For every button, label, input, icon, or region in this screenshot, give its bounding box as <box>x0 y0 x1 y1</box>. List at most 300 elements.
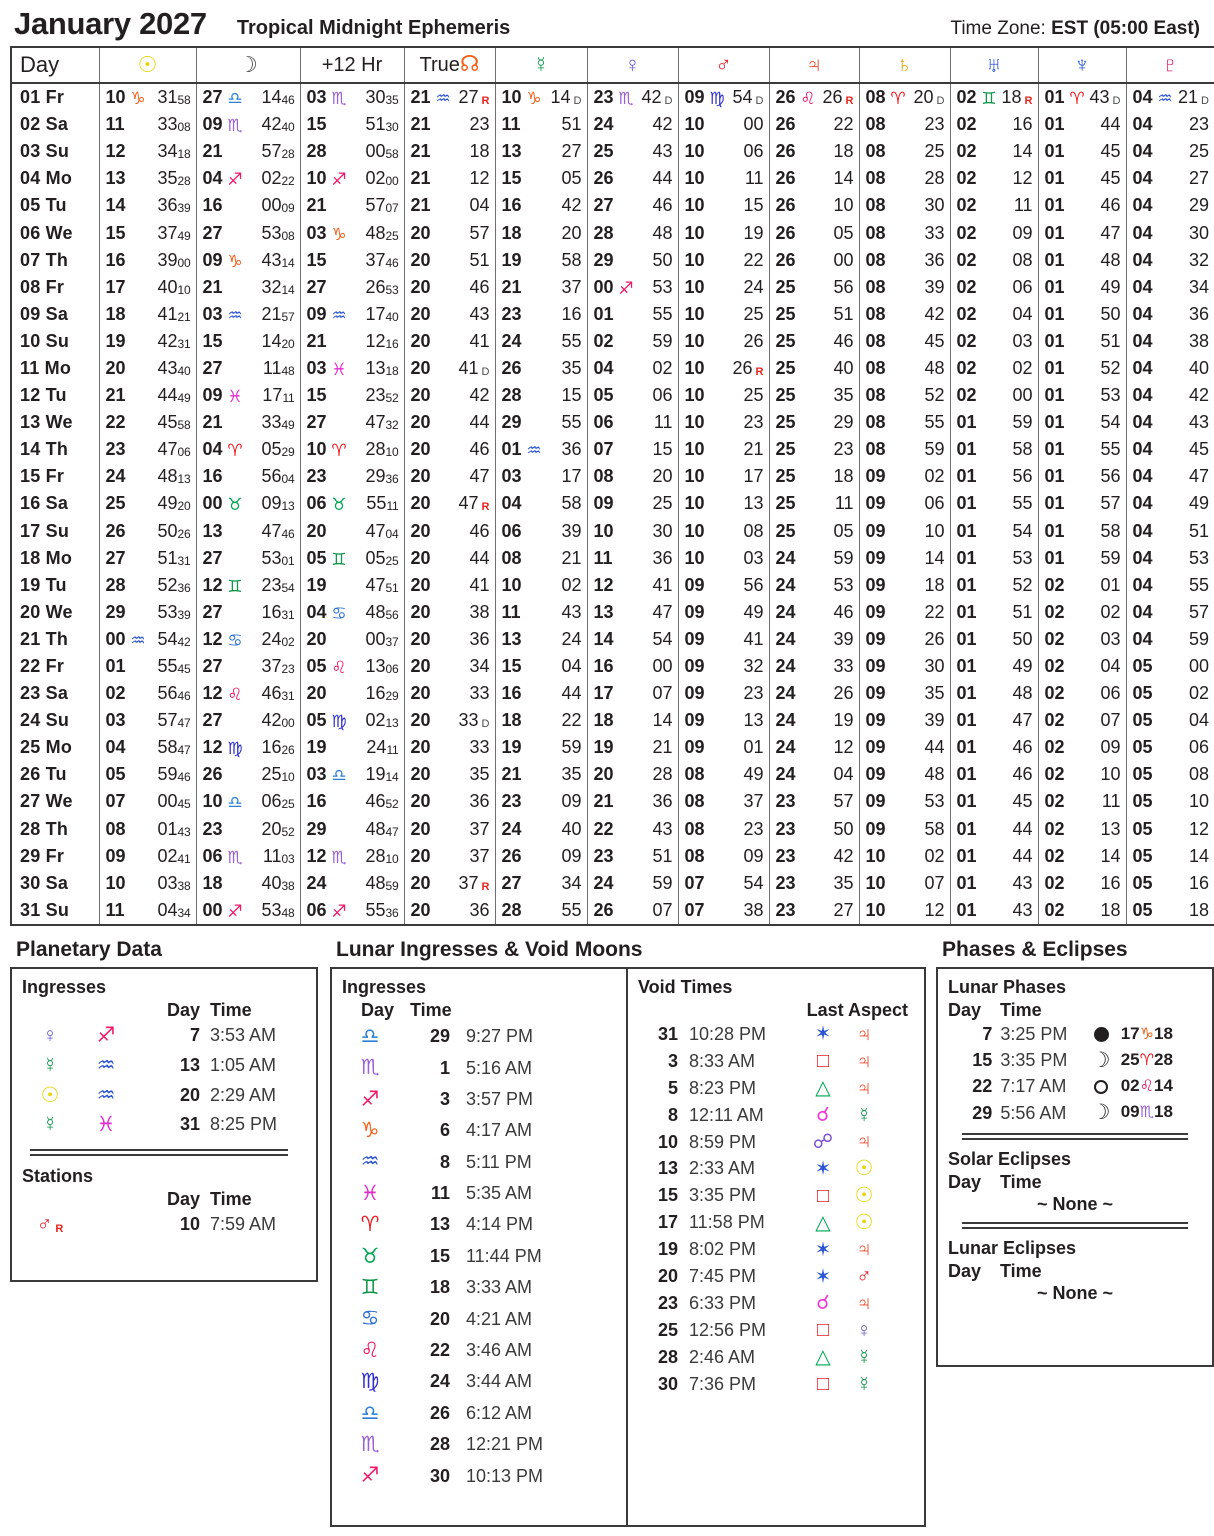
position-cell: 15 5130 <box>300 111 404 138</box>
position-cell: 08 23 <box>678 816 769 843</box>
position-cell: 25 29 <box>769 409 859 436</box>
day-cell: 08 Fr <box>11 274 99 301</box>
li-time-header: Time <box>410 999 452 1020</box>
position-cell: 01 46 <box>950 761 1038 788</box>
void-time: 7:45 PM <box>689 1266 757 1287</box>
ingress-day: 24 <box>429 1371 450 1392</box>
position-cell: 22 43 <box>587 816 678 843</box>
position-cell: 19 21 <box>587 734 678 761</box>
position-cell: 10 17 <box>678 463 769 490</box>
ingress-time: 4:14 PM <box>466 1214 534 1235</box>
position-cell: 09 ♒ 1740 <box>300 301 404 328</box>
position-cell: 01 45 <box>1038 138 1126 165</box>
position-cell: 01 56 <box>950 463 1038 490</box>
void-time-row <box>638 1021 914 1048</box>
phase-day: 15 <box>972 1050 993 1071</box>
position-cell: 26 00 <box>769 247 859 274</box>
ingress-time: 3:44 AM <box>466 1371 533 1392</box>
sign-icon: ♐ <box>360 1087 380 1111</box>
le-day-header: Day <box>948 1260 982 1281</box>
position-cell: 24 33 <box>769 653 859 680</box>
table-row <box>11 816 1214 843</box>
day-cell: 23 Sa <box>11 680 99 707</box>
lunar-ingress-row <box>342 1209 626 1240</box>
position-cell: 10 22 <box>678 247 769 274</box>
void-day: 13 <box>657 1158 678 1179</box>
sign-icon: ♎ <box>360 1401 380 1425</box>
position-cell: 12 ♊ 2354 <box>196 572 300 599</box>
position-cell: 21 35 <box>495 761 587 788</box>
position-cell: 09 25 <box>587 490 678 517</box>
position-cell: 04 40 <box>1126 355 1214 382</box>
lunar-eclipses-title: Lunar Eclipses <box>948 1237 1077 1258</box>
aspect-icon: △ <box>815 1346 831 1369</box>
void-time: 12:11 AM <box>689 1104 764 1125</box>
position-cell: 04 25 <box>1126 138 1214 165</box>
table-row <box>11 653 1214 680</box>
position-cell: 10 02 <box>495 572 587 599</box>
planetary-data-panel <box>10 967 318 1282</box>
position-cell: 15 1420 <box>196 328 300 355</box>
ephemeris-table <box>10 46 1214 926</box>
position-cell: 01 54 <box>1038 409 1126 436</box>
position-cell: 01 44 <box>1038 111 1126 138</box>
node-icon: ☊ <box>459 51 480 76</box>
position-cell: 02 04 <box>1038 653 1126 680</box>
position-cell: 13 24 <box>495 626 587 653</box>
position-cell: 10 ♑ 14 D <box>495 83 587 111</box>
position-cell: 24 04 <box>769 761 859 788</box>
position-cell: 28 48 <box>587 219 678 246</box>
position-cell: 05 04 <box>1126 707 1214 734</box>
void-time-row <box>638 1129 914 1156</box>
position-cell: 02 06 <box>1038 680 1126 707</box>
position-cell: 15 04 <box>495 653 587 680</box>
position-cell: 01 55 <box>587 301 678 328</box>
planet-icon: ♃ <box>856 1291 872 1315</box>
position-cell: 27 4732 <box>300 409 404 436</box>
position-cell: 28 55 <box>495 897 587 925</box>
aspect-icon: ✶ <box>814 1265 832 1288</box>
day-cell: 16 Sa <box>11 490 99 517</box>
position-cell: 12 ♍ 1626 <box>196 734 300 761</box>
position-cell: 18 14 <box>587 707 678 734</box>
position-cell: 25 4920 <box>99 490 196 517</box>
lunar-ingress-row <box>342 1146 626 1177</box>
position-cell: 04 38 <box>1126 328 1214 355</box>
day-cell: 26 Tu <box>11 761 99 788</box>
position-cell: 03 ♏ 3035 <box>300 83 404 111</box>
station-day: 10 <box>179 1214 200 1235</box>
lunar-phases-title: Lunar Phases <box>948 976 1067 997</box>
sign-icon: ♏ <box>360 1056 380 1080</box>
ingress-day: 13 <box>179 1054 200 1075</box>
position-cell: 20 51 <box>404 247 495 274</box>
table-header-row <box>11 47 1214 83</box>
position-cell: 21 3349 <box>196 409 300 436</box>
position-cell: 10 00 <box>678 111 769 138</box>
position-cell: 07 15 <box>587 436 678 463</box>
void-day: 8 <box>667 1104 678 1125</box>
position-cell: 01 46 <box>1038 192 1126 219</box>
day-cell: 25 Mo <box>11 734 99 761</box>
planet-ingress-row <box>22 1081 306 1111</box>
position-cell: 24 46 <box>769 599 859 626</box>
position-cell: 06 39 <box>495 518 587 545</box>
page-subtitle: Tropical Midnight Ephemeris <box>236 17 511 39</box>
position-cell: 27 5131 <box>99 545 196 572</box>
venus-icon: ♀ <box>624 51 641 77</box>
position-cell: 20 38 <box>404 599 495 626</box>
col-header-neptune <box>1038 47 1126 83</box>
position-cell: 02 06 <box>950 274 1038 301</box>
position-cell: 02 13 <box>1038 816 1126 843</box>
planet-icon: ☿ <box>856 1103 872 1127</box>
position-cell: 08 25 <box>859 138 950 165</box>
pd-ing-day-header: Day <box>166 999 200 1020</box>
day-cell: 04 Mo <box>11 165 99 192</box>
position-cell: 20 0037 <box>300 626 404 653</box>
lunar-eclipses-header <box>948 1261 1202 1282</box>
position-cell: 02 10 <box>1038 761 1126 788</box>
position-cell: 16 42 <box>495 192 587 219</box>
lunar-eclipses-none: ~ None ~ <box>1036 1282 1114 1303</box>
position-cell: 21 3214 <box>196 274 300 301</box>
planet-icon: ☉ <box>40 1083 60 1107</box>
position-cell: 10 ♎ 0625 <box>196 788 300 815</box>
position-cell: 27 1148 <box>196 355 300 382</box>
position-cell: 20 46 <box>404 518 495 545</box>
position-cell: 26 ♌ 26 R <box>769 83 859 111</box>
timezone-label: Time Zone: <box>950 18 1046 39</box>
position-cell: 24 4813 <box>99 463 196 490</box>
void-time-row <box>638 1048 914 1075</box>
position-cell: 29 4847 <box>300 816 404 843</box>
phase-time: 3:25 PM <box>1000 1023 1068 1044</box>
position-cell: 08 0143 <box>99 816 196 843</box>
timezone-value: EST <box>1051 18 1089 39</box>
last-aspect-header: Last Aspect <box>806 999 908 1020</box>
position-cell: 05 10 <box>1126 788 1214 815</box>
phases-divider-2 <box>962 1222 1188 1229</box>
void-day: 17 <box>657 1212 678 1233</box>
position-cell: 04 23 <box>1126 111 1214 138</box>
ingress-time: 3:46 AM <box>466 1340 533 1361</box>
planet-station-row <box>22 1210 306 1240</box>
position-cell: 16 5604 <box>196 463 300 490</box>
day-cell: 18 Mo <box>11 545 99 572</box>
position-cell: 20 36 <box>404 897 495 925</box>
position-cell: 20 44 <box>404 545 495 572</box>
position-cell: 27 2653 <box>300 274 404 301</box>
ephemeris-body <box>11 83 1214 925</box>
position-cell: 09 14 <box>859 545 950 572</box>
col-header-sun <box>99 47 196 83</box>
position-cell: 17 4010 <box>99 274 196 301</box>
position-cell: 09 44 <box>859 734 950 761</box>
planet-icon: ☿ <box>42 1053 58 1077</box>
position-cell: 06 ♉ 5511 <box>300 490 404 517</box>
lunar-ingress-row <box>342 1178 626 1209</box>
position-cell: 01 53 <box>950 545 1038 572</box>
position-cell: 24 59 <box>587 870 678 897</box>
position-cell: 02 5646 <box>99 680 196 707</box>
lunar-ingresses-title: Ingresses <box>342 976 427 997</box>
sun-icon: ☉ <box>137 51 158 77</box>
bottom-sections <box>10 938 1204 1527</box>
void-time-row <box>638 1102 914 1129</box>
position-cell: 25 18 <box>769 463 859 490</box>
mars-icon: ♂ <box>715 51 732 77</box>
position-cell: 01 45 <box>1038 165 1126 192</box>
position-cell: 08 59 <box>859 436 950 463</box>
position-cell: 09 41 <box>678 626 769 653</box>
lunar-section <box>330 938 926 1527</box>
sign-icon: ♑ <box>360 1119 380 1143</box>
table-row <box>11 274 1214 301</box>
sign-icon: ♌ <box>1139 1078 1154 1096</box>
lunar-phase-row <box>948 1021 1202 1047</box>
planet-icon: ♂ <box>856 1265 872 1289</box>
position-cell: 10 06 <box>678 138 769 165</box>
position-cell: 12 41 <box>587 572 678 599</box>
day-cell: 01 Fr <box>11 83 99 111</box>
position-cell: 18 4121 <box>99 301 196 328</box>
table-row <box>11 111 1214 138</box>
void-day: 28 <box>657 1346 678 1367</box>
position-cell: 26 18 <box>769 138 859 165</box>
planet-ingress-row <box>22 1021 306 1051</box>
position-cell: 24 4859 <box>300 870 404 897</box>
phases-panel <box>936 967 1214 1367</box>
position-cell: 16 44 <box>495 680 587 707</box>
table-row <box>11 463 1214 490</box>
void-day: 5 <box>667 1077 678 1098</box>
lunar-phase-row <box>948 1100 1202 1126</box>
position-cell: 01 43 <box>950 897 1038 925</box>
position-cell: 08 48 <box>859 355 950 382</box>
position-cell: 02 16 <box>950 111 1038 138</box>
table-row <box>11 843 1214 870</box>
lunar-ingress-row <box>342 1241 626 1272</box>
sign-icon: ♑ <box>1139 1025 1154 1043</box>
moon-phase-icon <box>1085 1025 1116 1044</box>
table-row <box>11 761 1214 788</box>
position-cell: 04 29 <box>1126 192 1214 219</box>
position-cell: 02 59 <box>587 328 678 355</box>
lunar-phases-header <box>948 1000 1202 1021</box>
phases-divider-1 <box>962 1133 1188 1140</box>
position-cell: 05 02 <box>1126 680 1214 707</box>
position-cell: 20 36 <box>404 626 495 653</box>
ingress-time: 10:13 PM <box>466 1465 544 1486</box>
phase-position: 17♑18 <box>1120 1023 1173 1043</box>
position-cell: 26 05 <box>769 219 859 246</box>
position-cell: 04 02 <box>587 355 678 382</box>
position-cell: 20 41 <box>404 328 495 355</box>
sign-icon: ♒ <box>96 1083 116 1107</box>
ingress-day: 11 <box>430 1183 450 1204</box>
day-cell: 29 Fr <box>11 843 99 870</box>
position-cell: 20 43 <box>404 301 495 328</box>
position-cell: 20 44 <box>404 409 495 436</box>
aspect-icon: △ <box>815 1077 831 1100</box>
position-cell: 01 52 <box>950 572 1038 599</box>
planet-icon: ☿ <box>42 1113 58 1137</box>
sign-icon: ♐ <box>96 1023 116 1047</box>
position-cell: 20 37 R <box>404 870 495 897</box>
position-cell: 11 3308 <box>99 111 196 138</box>
ingress-time: 12:21 PM <box>466 1434 544 1455</box>
position-cell: 13 3528 <box>99 165 196 192</box>
position-cell: 02 14 <box>950 138 1038 165</box>
day-cell: 20 We <box>11 599 99 626</box>
table-row <box>11 680 1214 707</box>
planet-icon: ♃ <box>856 1049 872 1073</box>
position-cell: 08 39 <box>859 274 950 301</box>
neptune-icon: ♆ <box>1073 51 1091 77</box>
phase-position: 02♌14 <box>1120 1076 1173 1096</box>
position-cell: 20 33 <box>404 680 495 707</box>
lunar-phase-row <box>948 1047 1202 1073</box>
phase-day: 7 <box>982 1023 993 1044</box>
position-cell: 02 12 <box>950 165 1038 192</box>
phase-day: 29 <box>972 1102 993 1123</box>
position-cell: 01 59 <box>950 409 1038 436</box>
void-time: 10:28 PM <box>689 1023 767 1044</box>
position-cell: 04 36 <box>1126 301 1214 328</box>
position-cell: 04 34 <box>1126 274 1214 301</box>
position-cell: 09 02 <box>859 463 950 490</box>
se-day-header: Day <box>948 1171 982 1192</box>
ingress-day: 20 <box>179 1084 200 1105</box>
ingress-day: 13 <box>429 1214 450 1235</box>
void-day: 19 <box>657 1239 678 1260</box>
lunar-ingress-row <box>342 1366 626 1397</box>
position-cell: 23 ♏ 42 D <box>587 83 678 111</box>
position-cell: 05 14 <box>1126 843 1214 870</box>
position-cell: 09 ♍ 54 D <box>678 83 769 111</box>
position-cell: 01 43 <box>950 870 1038 897</box>
position-cell: 09 35 <box>859 680 950 707</box>
position-cell: 09 30 <box>859 653 950 680</box>
position-cell: 09 56 <box>678 572 769 599</box>
phase-position: 09♏18 <box>1120 1102 1173 1122</box>
aspect-icon: ✶ <box>814 1157 832 1180</box>
position-cell: 05 00 <box>1126 653 1214 680</box>
position-cell: 20 4704 <box>300 518 404 545</box>
phase-time: 7:17 AM <box>1000 1076 1067 1097</box>
planet-icon: ♂ R <box>36 1213 64 1237</box>
position-cell: 04 53 <box>1126 545 1214 572</box>
position-cell: 03 17 <box>495 463 587 490</box>
position-cell: 08 28 <box>859 165 950 192</box>
position-cell: 01 48 <box>950 680 1038 707</box>
ingress-time: 11:44 PM <box>466 1245 542 1266</box>
position-cell: 27 5301 <box>196 545 300 572</box>
position-cell: 15 3746 <box>300 247 404 274</box>
position-cell: 01 44 <box>950 816 1038 843</box>
position-cell: 01 45 <box>950 788 1038 815</box>
position-cell: 11 0434 <box>99 897 196 925</box>
sign-icon: ♏ <box>1139 1104 1154 1122</box>
timezone-info <box>950 18 1200 40</box>
position-cell: 02 03 <box>1038 626 1126 653</box>
void-time: 8:33 AM <box>689 1050 756 1071</box>
position-cell: 10 02 <box>859 843 950 870</box>
lunar-ingress-row <box>342 1021 626 1052</box>
position-cell: 09 22 <box>859 599 950 626</box>
position-cell: 01 5545 <box>99 653 196 680</box>
position-cell: 23 42 <box>769 843 859 870</box>
table-row <box>11 138 1214 165</box>
position-cell: 20 41 D <box>404 355 495 382</box>
ingress-time: 5:16 AM <box>466 1057 533 1078</box>
pd-stations-header <box>22 1189 306 1210</box>
position-cell: 13 47 <box>587 599 678 626</box>
position-cell: 06 11 <box>587 409 678 436</box>
lunar-section-title: Lunar Ingresses & Void Moons <box>336 937 643 961</box>
position-cell: 08 ♈ 20 D <box>859 83 950 111</box>
position-cell: 19 2411 <box>300 734 404 761</box>
position-cell: 09 49 <box>678 599 769 626</box>
table-row <box>11 734 1214 761</box>
pluto-icon: ♇ <box>1162 51 1179 77</box>
position-cell: 09 26 <box>859 626 950 653</box>
position-cell: 23 35 <box>769 870 859 897</box>
ingress-time: 8:25 PM <box>210 1114 278 1135</box>
position-cell: 01 55 <box>950 490 1038 517</box>
phases-section-title: Phases & Eclipses <box>942 937 1128 961</box>
position-cell: 20 35 <box>404 761 495 788</box>
ingress-time: 6:12 AM <box>466 1402 533 1423</box>
day-cell: 15 Fr <box>11 463 99 490</box>
position-cell: 20 57 <box>404 219 495 246</box>
planet-icon: ☉ <box>854 1184 874 1208</box>
aspect-icon: ✶ <box>814 1238 832 1261</box>
lunar-ingress-row <box>342 1303 626 1334</box>
position-cell: 15 2352 <box>300 382 404 409</box>
void-times-column <box>628 969 924 1525</box>
col-header-mercury <box>495 47 587 83</box>
position-cell: 26 14 <box>769 165 859 192</box>
table-row <box>11 192 1214 219</box>
li-day-header: Day <box>360 999 394 1020</box>
position-cell: 10 11 <box>678 165 769 192</box>
true-node-label: True <box>419 54 460 76</box>
aspect-icon: ✶ <box>814 1023 832 1046</box>
position-cell: 20 42 <box>404 382 495 409</box>
aspect-icon: □ <box>816 1373 830 1396</box>
void-time: 7:36 PM <box>689 1373 757 1394</box>
position-cell: 08 21 <box>495 545 587 572</box>
day-cell: 22 Fr <box>11 653 99 680</box>
position-cell: 09 18 <box>859 572 950 599</box>
void-day: 23 <box>657 1292 678 1313</box>
position-cell: 27 46 <box>587 192 678 219</box>
solar-eclipses-none: ~ None ~ <box>1036 1193 1114 1214</box>
position-cell: 04 43 <box>1126 409 1214 436</box>
position-cell: 24 26 <box>769 680 859 707</box>
uranus-icon: ♅ <box>985 51 1003 77</box>
position-cell: 23 2936 <box>300 463 404 490</box>
position-cell: 25 05 <box>769 518 859 545</box>
ingress-time: 5:35 AM <box>466 1183 533 1204</box>
lunar-ingress-row <box>342 1429 626 1460</box>
planet-icon: ☿ <box>856 1345 872 1369</box>
position-cell: 23 57 <box>769 788 859 815</box>
lunar-phase-list <box>948 1021 1202 1126</box>
